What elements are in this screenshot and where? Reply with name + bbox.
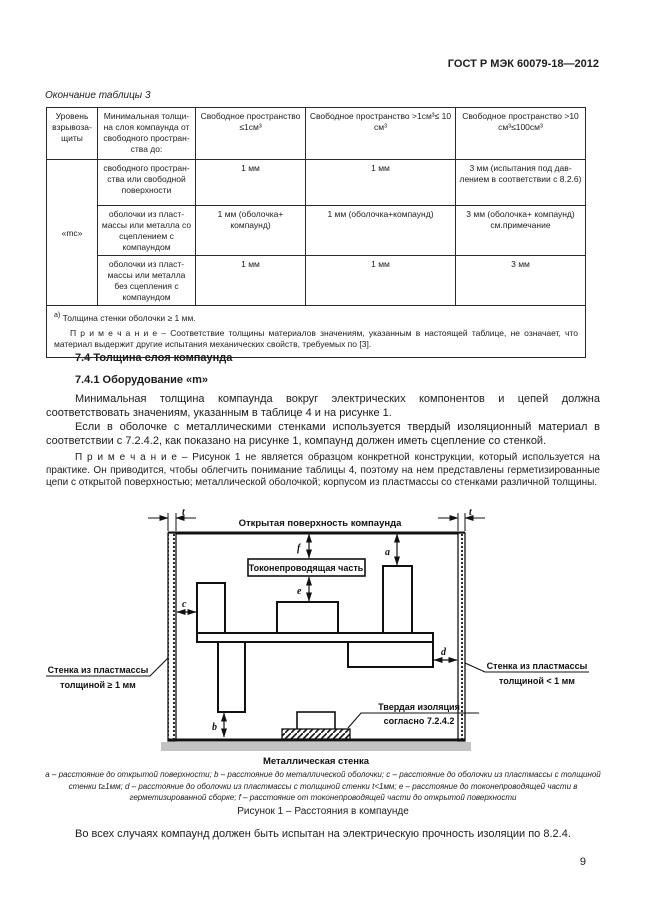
figure-title: Рисунок 1 – Расстояния в компаунде bbox=[237, 806, 409, 817]
table-footnote-row bbox=[47, 306, 586, 358]
footnote-marker: а) bbox=[54, 311, 61, 319]
footnote-text: Толщина стенки оболочки ≥ 1 мм. bbox=[62, 312, 196, 323]
cell: 3 мм bbox=[456, 256, 586, 306]
dim-label-d: d bbox=[441, 647, 446, 658]
insulation-label-line2: согласно 7.2.4.2 bbox=[383, 716, 455, 726]
table-row bbox=[47, 160, 586, 206]
table-continuation-label: Окончание таблицы 3 bbox=[45, 90, 151, 101]
component-hanging-right bbox=[348, 642, 433, 667]
paragraph-1: Минимальная толщина компаунда вокруг электрических компонентов и цепей должна соответствовать значениям, указанным в таблице 4 и на рисунке 1. bbox=[46, 393, 600, 419]
col-header-free-space-2: Свободное пространство >1см³≤ 10 см³ bbox=[306, 108, 456, 160]
cell: 1 мм bbox=[306, 256, 456, 306]
table-3 bbox=[46, 107, 586, 358]
level-cell: «mc» bbox=[47, 160, 98, 306]
left-wall-label-line2: толщиной ≥ 1 мм bbox=[60, 680, 136, 690]
cell: 1 мм bbox=[306, 160, 456, 206]
dim-label-t-right: t bbox=[469, 507, 472, 518]
right-wall-label-line2: толщиной < 1 мм bbox=[499, 676, 575, 686]
figure-1-drawing bbox=[45, 505, 601, 769]
dim-label-a: a bbox=[385, 547, 390, 558]
cell: оболочки из пласт-массы или металла без сцепления с компаундом bbox=[98, 256, 196, 306]
solid-insulation-strip bbox=[282, 729, 350, 739]
metal-wall-label: Металлическая стенка bbox=[262, 756, 370, 767]
cell: 3 мм (испытания под дав-лением в соответствии с 8.2.6) bbox=[456, 160, 586, 206]
cell: 3 мм (оболочка+ компаунд) см.примечание bbox=[456, 206, 586, 256]
component-on-insulation bbox=[297, 712, 335, 730]
component-middle bbox=[277, 602, 338, 633]
paragraph-3: Во всех случаях компаунд должен быть испытан на электрическую прочность изоляции по 8.2.4. bbox=[75, 828, 571, 840]
cell: 1 мм bbox=[196, 160, 306, 206]
table-row bbox=[47, 206, 586, 256]
dim-label-b: b bbox=[212, 722, 217, 733]
dim-label-e: e bbox=[297, 586, 302, 597]
standard-number: ГОСТ Р МЭК 60079-18—2012 bbox=[447, 58, 599, 70]
cell: 1 мм (оболочка+компаунд) bbox=[306, 206, 456, 256]
col-header-level: Уровень взрывоза-щиты bbox=[47, 108, 98, 160]
col-header-free-space-1: Свободное пространство ≤1см³ bbox=[196, 108, 306, 160]
component-left bbox=[197, 583, 225, 633]
figure-note: П р и м е ч а н и е – Рисунок 1 не является образцом конкретной конструкции, который используется на практике. Он приводится, чтобы облегчить понимание таблицы 4, поэтому на нем представлены герметизированные цепи с открытой поверхностью; металлической оболочкой; корпусом из пластмассы со стенками различной толщины. bbox=[46, 452, 600, 488]
cell: оболочки из пласт-массы или металла со сцеплением с компаундом bbox=[98, 206, 196, 256]
nonconductive-part-label: Токонепроводящая часть bbox=[248, 563, 364, 573]
dim-label-f: f bbox=[297, 543, 301, 554]
table-header-row bbox=[47, 108, 586, 160]
cell: 1 мм (оболочка+ компаунд) bbox=[196, 206, 306, 256]
left-wall-label-line1: Стенка из пластмассы bbox=[47, 665, 149, 675]
col-header-min-thickness: Минимальная толщи-на слоя компаунда от свободного простран-ства до: bbox=[98, 108, 196, 160]
table-row bbox=[47, 256, 586, 306]
dim-label-t-left: t bbox=[182, 507, 185, 518]
table-note: П р и м е ч а н и е – Соответствие толщины материалов значениям, указанным в настоящей таблице, не означает, что материал выдержит другие испытания механических свойств, требуемых по [3]. bbox=[54, 327, 578, 349]
dim-label-c: c bbox=[182, 599, 187, 610]
open-surface-label: Открытая поверхность компаунда bbox=[238, 518, 402, 529]
cell: свободного простран-ства или свободной поверхности bbox=[98, 160, 196, 206]
metal-wall bbox=[161, 742, 471, 751]
insulation-label-line1: Твердая изоляция bbox=[378, 702, 460, 712]
page-number: 9 bbox=[579, 856, 586, 868]
component-right bbox=[383, 566, 412, 633]
heading-7-4: 7.4 Толщина слоя компаунда bbox=[75, 352, 233, 364]
heading-7-4-1: 7.4.1 Оборудование «m» bbox=[75, 374, 209, 386]
cell: 1 мм bbox=[196, 256, 306, 306]
right-wall-label-line1: Стенка из пластмассы bbox=[486, 661, 588, 671]
footnote-cell bbox=[47, 306, 586, 358]
paragraph-2: Если в оболочке с металлическими стенками используется твердый изоляционный материал в соответствии с 7.2.4.2, как показано на рисунке 1, компаунд должен иметь сцепление со стенкой. bbox=[46, 421, 600, 447]
component-hanging-left bbox=[218, 642, 245, 712]
col-header-free-space-3: Свободное пространство >10 см³≤100см³ bbox=[456, 108, 586, 160]
plastic-wall-thick bbox=[168, 533, 176, 741]
table-footnote bbox=[54, 310, 578, 324]
figure-caption: a – расстояние до открытой поверхности; b – расстояние до металлической оболочки; c – расстояние до оболочки из пластмассы с толщиной стенки t≥1мм; d – расстояние до оболочки из пластмассы с толщиной стенки t<1мм; e – расстояние до токонепроводящей части в герметизированной сборке; f – расстояние от токонепроводящей части до открытой поверхности bbox=[45, 770, 601, 802]
circuit-board bbox=[197, 633, 433, 642]
